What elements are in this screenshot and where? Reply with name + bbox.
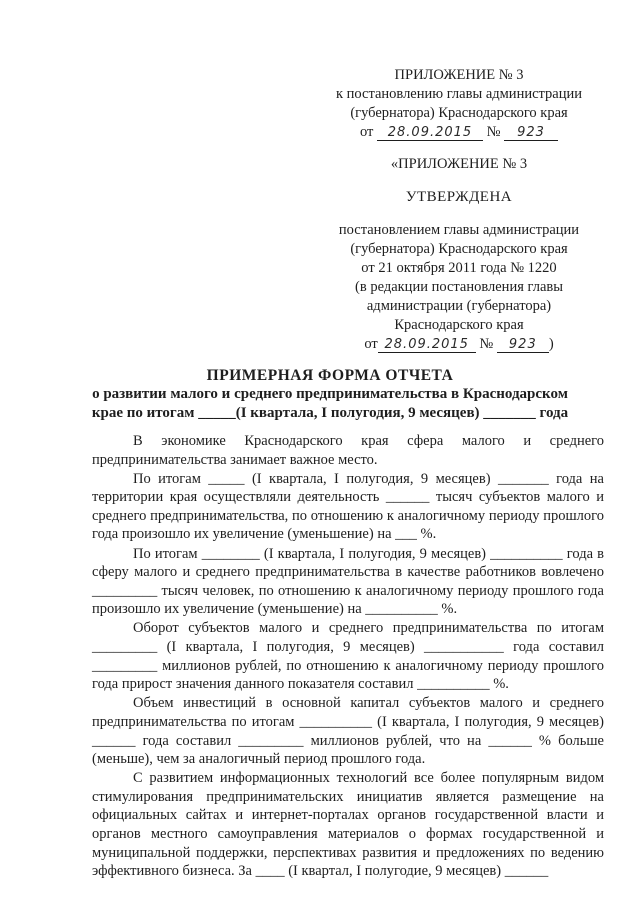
paragraph-4: Оборот субъектов малого и среднего предпринимательства по итогам _________ (I квартала, I полугодия, 9 месяцев) ___________ года составил _________ миллионов рублей, по отношению к аналогичному периоду прошлого года прирост значения данного показателя составил __________ %. [92,620,604,693]
number-prefix: № [479,336,494,352]
approved-line-1: постановлением главы администрации [338,222,580,238]
approved-date-line [318,335,600,354]
approved-line-3: от 21 октября 2011 года № 1220 [361,260,557,276]
title-line-1: ПРИМЕРНАЯ ФОРМА ОТЧЕТА [206,367,454,384]
date-prefix: от [364,336,378,352]
approved-line-6: Краснодарского края [394,317,524,333]
document-title [70,366,590,423]
date-prefix: от [359,124,374,140]
document-body [92,432,604,881]
approved-line-4: (в редакции постановления главы [355,279,563,295]
approved-block [318,155,600,354]
approved-label: УТВЕРЖДЕНА [405,189,513,205]
approved-line-5: администрации (губернатора) [366,298,552,314]
handwritten-number: 923 [504,125,558,141]
handwritten-date: 28.09.2015 [377,125,483,141]
paragraph-3: По итогам ________ (I квартала, I полугодия, 9 месяцев) __________ года в сферу малого и среднего предпринимательства в качестве работников вовлечено _________ тысяч человек, по отношению к аналогичному периоду прошлого года произошло их увеличение (уменьшение) на __________ %. [92,545,604,618]
appendix-header [318,66,600,142]
appendix-ref-line-1: к постановлению главы администрации [335,86,583,102]
appendix-title: ПРИЛОЖЕНИЕ № 3 [394,67,524,83]
paragraph-5: Объем инвестиций в основной капитал субъектов малого и среднего предпринимательства по итогам __________ (I квартала, I полугодия, 9 месяцев) ______ года составил _________ миллионов рублей, что на ______ % больше (меньше), чем за аналогичный период прошлого года. [92,695,604,768]
title-line-3: крае по итогам _____(I квартала, I полугодия, 9 месяцев) _______ года [91,405,569,421]
title-line-2: о развитии малого и среднего предпринимательства в Краснодарском [92,386,568,402]
approved-line-2: (губернатора) Краснодарского края [350,241,568,257]
closing-paren: ) [548,336,554,352]
appendix-ref-line-2: (губернатора) Краснодарского края [350,105,568,121]
appendix-date-line [318,123,600,142]
paragraph-2: По итогам _____ (I квартала, I полугодия, 9 месяцев) _______ года на территории края осуществляли деятельность ______ тысяч субъектов малого и среднего предпринимательства, по отношению к аналогичному периоду прошлого года произошло их увеличение (уменьшение) на ___ %. [92,470,604,543]
handwritten-number: 923 [497,337,549,353]
paragraph-6: С развитием информационных технологий все более популярным видом стимулирования предпринимательских инициатив является размещение на официальных сайтах и интернет-порталах органов государственной власти и органов местного самоуправления материалов о формах государственной и муниципальной поддержки, перспективах развития и предложениях по ведению эффективного бизнеса. За ____ (I квартал, I полугодие, 9 месяцев) ______ [92,770,604,880]
handwritten-date: 28.09.2015 [378,337,476,353]
number-prefix: № [486,124,501,140]
paragraph-1: В экономике Краснодарского края сфера малого и среднего предпринимательства занимает важное место. [92,433,604,468]
appendix-quote: «ПРИЛОЖЕНИЕ № 3 [390,156,528,172]
